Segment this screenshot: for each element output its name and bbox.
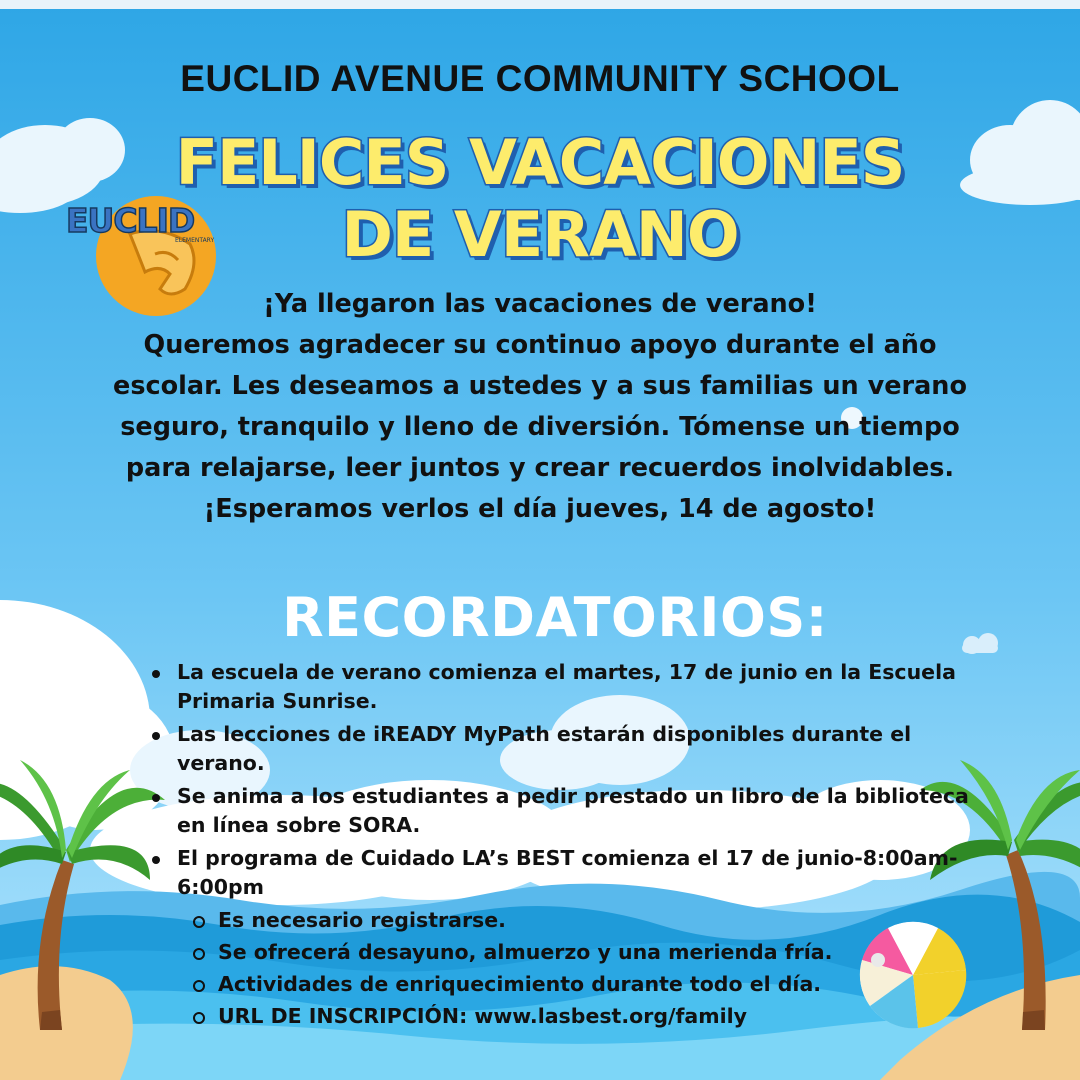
sub-list-container — [148, 906, 978, 1031]
message-line-2: Queremos agradecer su continuo apoyo durante el año — [143, 330, 937, 360]
list-item: Las lecciones de iREADY MyPath estarán disponibles durante el verano. — [148, 720, 978, 778]
reminders-title: RECORDATORIOS: — [282, 586, 828, 649]
sub-list-item: Se ofrecerá desayuno, almuerzo y una merienda fría. — [177, 938, 978, 967]
headline-line-1: FELICES VACACIONES — [175, 126, 905, 199]
message-line-3: escolar. Les deseamos a ustedes y a sus familias un verano — [113, 371, 967, 401]
message-line-4: seguro, tranquilo y lleno de diversión. Tómense un tiempo — [120, 412, 960, 442]
list-item: La escuela de verano comienza el martes, 17 de junio en la Escuela Primaria Sunrise. — [148, 658, 978, 716]
reminders-sublist — [177, 906, 978, 1031]
school-name: EUCLID AVENUE COMMUNITY SCHOOL — [180, 58, 900, 99]
message-line-5: para relajarse, leer juntos y crear recuerdos inolvidables. — [125, 453, 955, 483]
reminders-list — [148, 658, 978, 1034]
top-border — [0, 0, 1080, 9]
logo-subtitle: ELEMENTARY — [175, 237, 215, 244]
summer-message — [70, 284, 1010, 530]
sand-left — [0, 966, 133, 1080]
list-item: Se anima a los estudiantes a pedir prestado un libro de la biblioteca en línea sobre SORA. — [148, 782, 978, 840]
message-line-6: ¡Esperamos verlos el día jueves, 14 de agosto! — [203, 494, 877, 524]
message-line-1: ¡Ya llegaron las vacaciones de verano! — [263, 289, 817, 319]
registration-url[interactable]: URL DE INSCRIPCIÓN: www.lasbest.org/family — [177, 1002, 978, 1031]
list-item: El programa de Cuidado LA’s BEST comienza el 17 de junio-8:00am-6:00pm — [148, 844, 978, 902]
headline-line-2: DE VERANO — [341, 198, 739, 271]
sub-list-item: Actividades de enriquecimiento durante todo el día. — [177, 970, 978, 999]
logo-word: EUCLID — [66, 201, 195, 240]
sub-list-item: Es necesario registrarse. — [177, 906, 978, 935]
